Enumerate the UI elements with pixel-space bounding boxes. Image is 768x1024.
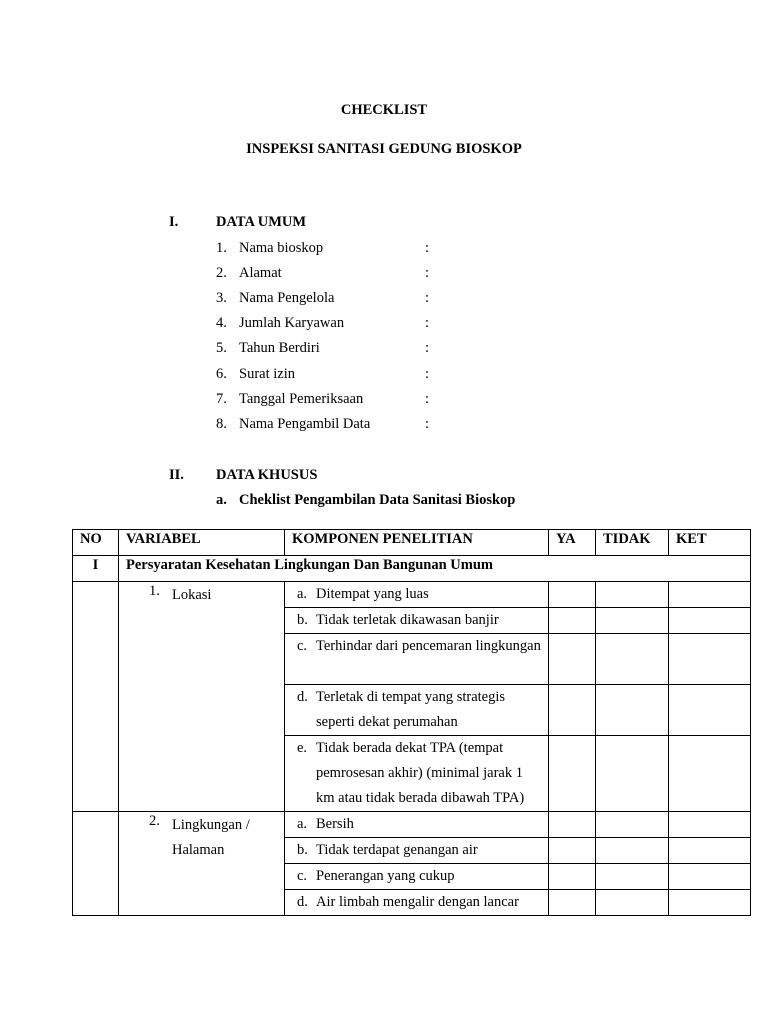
group-title: Persyaratan Kesehatan Lingkungan Dan Bangunan Umum [119,556,751,582]
ya-checkbox-cell[interactable] [549,864,596,890]
ya-checkbox-cell[interactable] [549,685,596,736]
ket-note-cell[interactable] [669,685,751,736]
component-letter: a. [297,816,308,832]
section-2-title: DATA KHUSUS [216,467,318,483]
ket-note-cell[interactable] [669,838,751,864]
component-cell [285,608,549,634]
field-row [216,366,516,388]
ya-checkbox-cell[interactable] [549,582,596,608]
checklist-table [72,529,751,916]
subheading-label: Cheklist Pengambilan Data Sanitasi Bioskop [239,492,516,508]
component-text: Tidak terdapat genangan air [316,842,478,858]
no-cell [73,582,119,812]
table-header-row [73,530,751,556]
component-cell [285,582,549,608]
variable-number: 2. [149,813,160,829]
component-letter: c. [297,638,308,654]
group-number: I [73,556,119,582]
component-cell [285,890,549,916]
component-cell [285,634,549,685]
field-number: 7. [216,391,227,407]
section-1-title: DATA UMUM [216,214,307,230]
header-variabel: VARIABEL [119,530,285,556]
tidak-checkbox-cell[interactable] [596,685,669,736]
field-label: Tahun Berdiri [239,340,320,356]
header-no: NO [73,530,119,556]
component-letter: b. [297,612,308,628]
tidak-checkbox-cell[interactable] [596,634,669,685]
field-colon: : [425,416,430,432]
field-label: Tanggal Pemeriksaan [239,391,364,407]
header-ket: KET [669,530,751,556]
ya-checkbox-cell[interactable] [549,608,596,634]
variable-cell [119,812,285,916]
component-letter: e. [297,740,308,756]
ket-note-cell[interactable] [669,812,751,838]
field-row [216,315,516,337]
component-cell [285,838,549,864]
field-row [216,240,516,262]
ket-note-cell[interactable] [669,736,751,812]
component-letter: d. [297,689,308,705]
component-cell [285,812,549,838]
field-row [216,340,516,362]
field-label: Nama bioskop [239,240,324,256]
no-cell [73,812,119,916]
ket-note-cell[interactable] [669,608,751,634]
component-cell [285,864,549,890]
tidak-checkbox-cell[interactable] [596,864,669,890]
document-title: CHECKLIST [340,102,428,118]
component-cell [285,685,549,736]
field-label: Nama Pengambil Data [239,416,371,432]
component-text: Tidak terletak dikawasan banjir [316,612,499,628]
field-row [216,416,516,438]
ket-note-cell[interactable] [669,582,751,608]
field-number: 2. [216,265,227,281]
field-colon: : [425,340,430,356]
ket-note-cell[interactable] [669,890,751,916]
component-text: Penerangan yang cukup [316,868,455,884]
ket-note-cell[interactable] [669,864,751,890]
component-letter: b. [297,842,308,858]
field-label: Nama Pengelola [239,290,335,306]
section-1-number: I. [169,214,179,230]
header-komponen: KOMPONEN PENELITIAN [285,530,549,556]
field-colon: : [425,290,430,306]
field-number: 5. [216,340,227,356]
field-number: 3. [216,290,227,306]
ya-checkbox-cell[interactable] [549,838,596,864]
field-label: Alamat [239,265,282,281]
tidak-checkbox-cell[interactable] [596,582,669,608]
field-colon: : [425,366,430,382]
component-text: Ditempat yang luas [316,586,429,602]
field-row [216,265,516,287]
field-colon: : [425,315,430,331]
ya-checkbox-cell[interactable] [549,890,596,916]
variable-label: Lingkungan / Halaman [172,817,250,858]
component-text: Air limbah mengalir dengan lancar [316,894,519,910]
section-2-number: II. [169,467,184,483]
field-row [216,391,516,413]
component-letter: d. [297,894,308,910]
variable-cell [119,582,285,812]
field-colon: : [425,265,430,281]
ya-checkbox-cell[interactable] [549,736,596,812]
component-cell [285,736,549,812]
ya-checkbox-cell[interactable] [549,812,596,838]
table-row [73,812,751,838]
field-colon: : [425,391,430,407]
tidak-checkbox-cell[interactable] [596,608,669,634]
tidak-checkbox-cell[interactable] [596,838,669,864]
component-text: Tidak berada dekat TPA (tempat pemrosesan akhir) (minimal jarak 1 km atau tidak berada dibawah TPA) [316,740,525,806]
component-text: Terhindar dari pencemaran lingkungan [316,638,541,654]
group-row [73,556,751,582]
tidak-checkbox-cell[interactable] [596,890,669,916]
table-row [73,582,751,608]
subheading-letter: a. [216,492,227,508]
tidak-checkbox-cell[interactable] [596,736,669,812]
ket-note-cell[interactable] [669,634,751,685]
component-letter: a. [297,586,308,602]
variable-label: Lokasi [172,587,212,603]
field-colon: : [425,240,430,256]
component-text: Bersih [316,816,354,832]
variable-number: 1. [149,583,160,599]
component-text: Terletak di tempat yang strategis seperti dekat perumahan [316,689,506,730]
field-number: 6. [216,366,227,382]
field-label: Surat izin [239,366,295,382]
field-number: 8. [216,416,227,432]
header-tidak: TIDAK [596,530,669,556]
field-label: Jumlah Karyawan [239,315,345,331]
component-letter: c. [297,868,308,884]
header-ya: YA [549,530,596,556]
field-number: 1. [216,240,227,256]
ya-checkbox-cell[interactable] [549,634,596,685]
tidak-checkbox-cell[interactable] [596,812,669,838]
field-row [216,290,516,312]
document-subtitle: INSPEKSI SANITASI GEDUNG BIOSKOP [246,141,522,157]
field-number: 4. [216,315,227,331]
